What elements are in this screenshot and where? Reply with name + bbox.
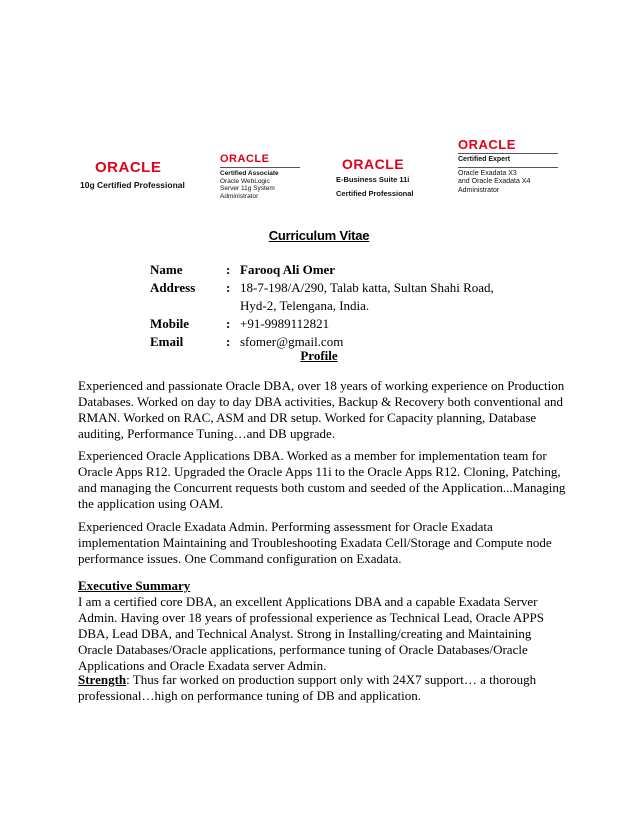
email-value: sfomer@gmail.com: [240, 334, 344, 349]
address-label: Address: [150, 280, 196, 295]
colon: :: [226, 280, 231, 295]
colon: :: [226, 334, 231, 349]
logo-caption: Oracle Exadata X3: [458, 169, 517, 177]
mobile-label: Mobile: [150, 316, 189, 331]
personal-info: [150, 261, 510, 351]
logo-caption: Oracle WebLogic: [220, 177, 270, 185]
oracle-10g-certified-logo: [80, 160, 190, 190]
logo-caption: Certified Associate: [220, 170, 279, 177]
oracle-weblogic-certified-logo: [220, 154, 300, 200]
logo-divider: [220, 167, 300, 168]
oracle-ebs-certified-logo: [336, 157, 426, 199]
logo-caption: Administrator: [220, 192, 259, 200]
profile-paragraph-dba: Experienced and passionate Oracle DBA, over 18 years of working experience on Production Databases. Worked on day to day DBA activities, Backup & Recovery both conventional and RMAN. Worked on RAC, ASM and DR setup. Worked for Capacity planning, Database auditing, Performance Tuning…and DB upgrade.: [78, 378, 565, 441]
name-label: Name: [150, 262, 183, 277]
profile-heading: Profile: [300, 348, 338, 363]
mobile-row: [150, 315, 510, 333]
logo-divider: [458, 167, 558, 168]
logo-caption: E-Business Suite 11i: [336, 175, 410, 184]
oracle-exadata-certified-logo: [458, 138, 558, 195]
page-title: Curriculum Vitae: [268, 228, 370, 243]
oracle-wordmark: ORACLE: [342, 156, 405, 172]
profile-paragraph-exadata: Experienced Oracle Exadata Admin. Performing assessment for Oracle Exadata implementation Maintaining and Troubleshooting Exadata Cell/Storage and Compute node performance issues. One Command configuration on Exadata.: [78, 519, 552, 566]
strength-label: Strength: [78, 672, 127, 687]
address-line2: Hyd-2, Telengana, India.: [240, 298, 370, 313]
strength-paragraph: [78, 672, 568, 704]
colon: :: [226, 262, 231, 277]
name-value: Farooq Ali Omer: [240, 262, 336, 277]
oracle-wordmark: ORACLE: [220, 153, 270, 165]
colon: :: [226, 316, 231, 331]
logo-caption: and Oracle Exadata X4: [458, 178, 531, 185]
address-row-2: [150, 297, 510, 315]
executive-summary-section: [78, 578, 568, 674]
logo-caption: Certified Professional: [336, 189, 414, 198]
logo-caption: Administrator: [458, 186, 500, 194]
logo-caption: Certified Expert: [458, 156, 511, 163]
oracle-wordmark: ORACLE: [458, 137, 516, 152]
oracle-wordmark: ORACLE: [95, 159, 162, 176]
address-row: [150, 279, 510, 297]
logo-divider: [458, 153, 558, 154]
address-line1: 18-7-198/A/290, Talab katta, Sultan Shahi Road,: [240, 280, 494, 295]
name-row: [150, 261, 510, 279]
logo-caption: 10g Certified Professional: [80, 180, 185, 190]
strength-text: : Thus far worked on production support only with 24X7 support… a thorough professional…high on performance tuning of DB and application.: [78, 672, 537, 703]
executive-summary-text: I am a certified core DBA, an excellent Applications DBA and a capable Exadata Server Admin. Having over 18 years of professional experience as Technical Lead, Oracle APPS DBA, Lead DBA, and Technical Analyst. Strong in Installing/creating and Maintaining Oracle Databases/Oracle applications, performance tuning of Oracle Databases/Oracle Applications and Oracle Exadata server Admin.: [78, 594, 544, 673]
profile-paragraph-apps-dba: Experienced Oracle Applications DBA. Worked as a member for implementation team for Oracle Apps R12. Upgraded the Oracle Apps 11i to the Oracle Apps R12. Cloning, Patching, and managing the Concurrent requests both custom and seeded of the Application...Managing the application using OAM.: [78, 448, 566, 511]
logo-caption: Server 11g System: [220, 185, 275, 192]
mobile-value: +91-9989112821: [240, 316, 330, 331]
email-label: Email: [150, 334, 184, 349]
executive-summary-heading: Executive Summary: [78, 578, 191, 593]
